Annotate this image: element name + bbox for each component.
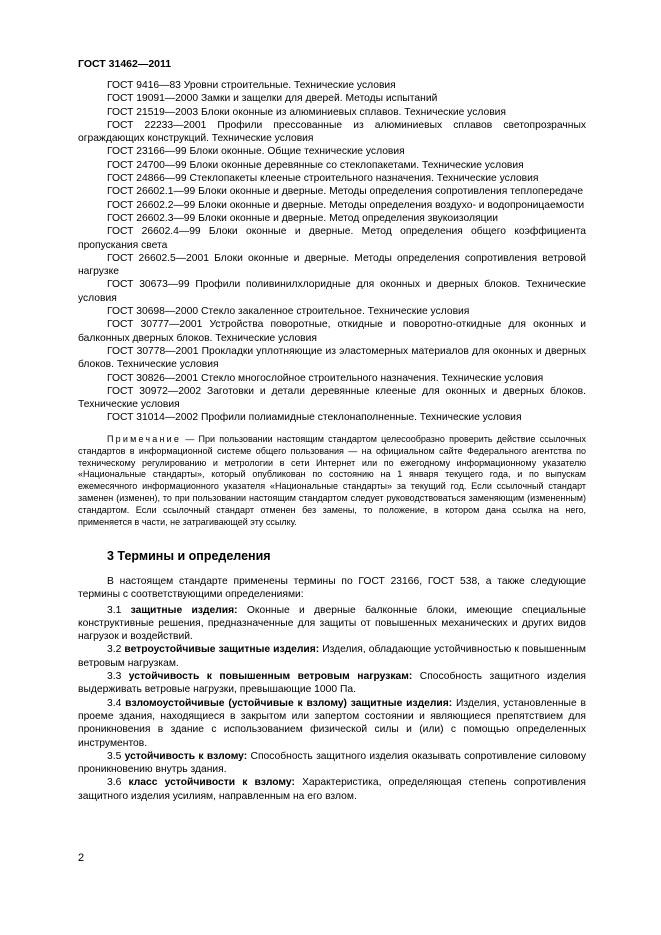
section-intro: В настоящем стандарте применены термины по ГОСТ 23166, ГОСТ 538, а также следующие термины с соответствующими определениями: bbox=[78, 575, 586, 601]
term-text: Изделия, обладающие устойчивностью к повышенным ветровым нагрузкам. bbox=[78, 644, 586, 669]
reference-item: ГОСТ 30698—2000 Стекло закаленное строительное. Технические условия bbox=[107, 306, 470, 318]
reference-item: ГОСТ 30777—2001 Устройства поворотные, откидные и поворотно-откидные для оконных и балконных дверных блоков. Технические условия bbox=[78, 319, 586, 344]
reference-item: ГОСТ 26602.2—99 Блоки оконные и дверные. Методы определения воздухо- и водопроницаемости bbox=[107, 199, 585, 211]
term-definition bbox=[78, 697, 586, 750]
term-text: Характеристика, определяющая степень сопротивления защитного изделия усилиям, направленным на его взлом. bbox=[78, 777, 586, 802]
reference-item: ГОСТ 26602.3—99 Блоки оконные и дверные. Метод определения звукоизоляции bbox=[107, 212, 498, 224]
reference-item: ГОСТ 24700—99 Блоки оконные деревянные со стеклопакетами. Технические условия bbox=[107, 159, 524, 171]
term-name: класс устойчивости к взлому: bbox=[128, 777, 295, 789]
term-number: 3.3 bbox=[107, 671, 129, 683]
term-definition bbox=[78, 776, 586, 803]
reference-item: ГОСТ 9416—83 Уровни строительные. Технические условия bbox=[107, 80, 396, 91]
reference-item: ГОСТ 30673—99 Профили поливинилхлоридные для оконных и дверных блоков. Технические условия bbox=[78, 279, 586, 304]
section-heading: 3 Термины и определения bbox=[107, 548, 271, 563]
term-name: ветроустойчивые защитные изделия: bbox=[124, 644, 320, 656]
term-name: защитные изделия: bbox=[130, 604, 238, 616]
term-definition bbox=[78, 643, 586, 670]
note-text: — При пользовании настоящим стандартом целесообразно проверить действие ссылочных стандартов в информационной системе общего пользования — на официальном сайте Федерального агентства по техническому регулированию и метрологии в сети Интернет или по ежегодному информационному указателю «Национальные стандарты», который опубликован по состоянию на 1 января текущего года, и по выпускам ежемесячного информационного указателя «Национальные стандарты» за текущий год. Если ссылочный стандарт заменен (изменен), то при пользовании настоящим стандартом следует руководствоваться заменяющим (измененным) стандартом. Если ссылочный стандарт отменен без замены, то положение, в котором дана ссылка на него, применяется в части, не затрагивающей эту ссылку. bbox=[78, 433, 586, 528]
term-number: 3.6 bbox=[107, 777, 129, 789]
reference-item: ГОСТ 26602.1—99 Блоки оконные и дверные. Методы определения сопротивления теплопередаче bbox=[107, 186, 584, 198]
term-name: устойчивость к повышенным ветровым нагрузкам: bbox=[128, 671, 413, 683]
term-text: Оконные и дверные балконные блоки, имеющие специальные конструктивные решения, предназначенные для защиты от повышенных механических и других видов нагрузок и воздействий. bbox=[78, 604, 587, 643]
term-text: Способность защитного изделия выдерживать ветровые нагрузки, превышающие 1000 Па. bbox=[78, 671, 586, 696]
term-number: 3.2 bbox=[107, 644, 125, 656]
term-name: взломоустойчивые (устойчивые к взлому) защитные изделия: bbox=[125, 697, 453, 709]
document-header: ГОСТ 31462—2011 bbox=[78, 58, 172, 70]
reference-item: ГОСТ 22233—2001 Профили прессованные из алюминиевых сплавов светопрозрачных ограждающих конструкций. Технические условия bbox=[78, 119, 586, 145]
term-number: 3.5 bbox=[107, 750, 125, 762]
reference-item: ГОСТ 30972—2002 Заготовки и детали деревянные клееные для оконных и дверных блоков. Технические условия bbox=[78, 385, 586, 411]
reference-item: ГОСТ 23166—99 Блоки оконные. Общие технические условия bbox=[107, 146, 405, 158]
reference-item: ГОСТ 21519—2003 Блоки оконные из алюминиевых сплавов. Технические условия bbox=[107, 106, 506, 118]
reference-list bbox=[78, 79, 586, 425]
term-text: Изделия, установленные в проеме здания, находящиеся в закрытом или запертом состоянии и являющиеся препятствием для проникновения в здание с использованием физической силы и (или) с помощью определенных инструментов. bbox=[78, 697, 586, 749]
note-label: Примечание bbox=[107, 433, 182, 444]
reference-item: ГОСТ 31014—2002 Профили полиамидные стеклонаполненные. Технические условия bbox=[107, 412, 522, 424]
reference-item: ГОСТ 30826—2001 Стекло многослойное строительного назначения. Технические условия bbox=[107, 372, 544, 384]
document-body bbox=[78, 79, 586, 803]
reference-item: ГОСТ 26602.4—99 Блоки оконные и дверные. Метод определения общего коэффициента пропускания света bbox=[78, 226, 586, 251]
term-definition bbox=[78, 604, 586, 644]
term-definition bbox=[78, 670, 586, 697]
term-number: 3.1 bbox=[107, 604, 131, 616]
reference-item: ГОСТ 19091—2000 Замки и защелки для дверей. Методы испытаний bbox=[107, 93, 438, 105]
term-number: 3.4 bbox=[107, 697, 126, 709]
reference-item: ГОСТ 30778—2001 Прокладки уплотняющие из эластомерных материалов для оконных и дверных блоков. Технические условия bbox=[78, 345, 586, 371]
note-paragraph bbox=[78, 434, 586, 529]
term-name: устойчивость к взлому: bbox=[124, 750, 248, 762]
reference-item: ГОСТ 26602.5—2001 Блоки оконные и дверные. Методы определения сопротивления ветровой нагрузке bbox=[78, 252, 586, 278]
reference-item: ГОСТ 24866—99 Стеклопакеты клееные строительного назначения. Технические условия bbox=[107, 173, 539, 185]
page-number: 2 bbox=[78, 852, 85, 864]
term-definition bbox=[78, 750, 586, 777]
term-text: Способность защитного изделия оказывать сопротивление силовому проникновению внутрь здания. bbox=[78, 750, 586, 776]
